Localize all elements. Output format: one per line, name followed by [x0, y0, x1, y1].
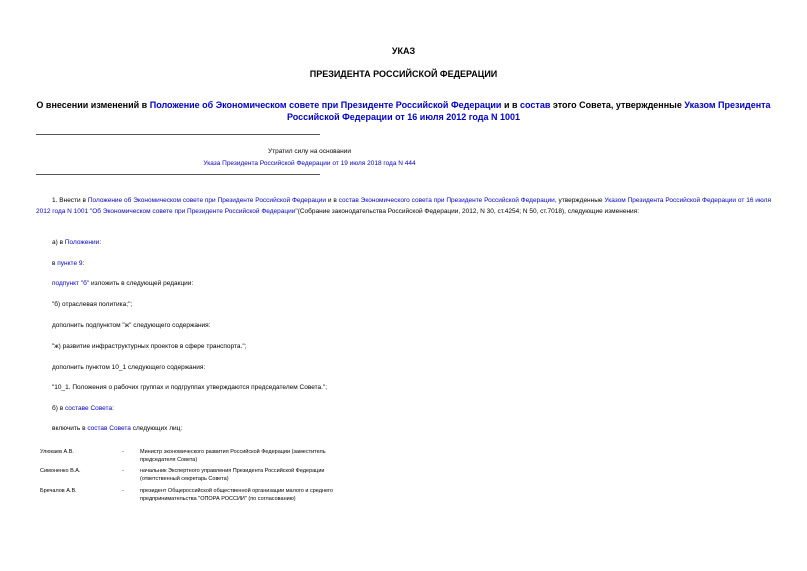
item-i — [52, 405, 114, 412]
item-b-link[interactable]: пункте 9 — [57, 260, 83, 267]
person-name: Бречалов А.В. — [40, 488, 77, 494]
para-text-4: (Собрание законодательства Российской Федерации, 2012, N 30, ст.4254; N 50, ст.7018), следующие изменения: — [297, 207, 639, 215]
status-link[interactable]: Указа Президента Российской Федерации от 19 июля 2018 года N 444 — [203, 160, 416, 167]
title-text-3: этого Совета, утвержденные — [550, 100, 685, 110]
item-h: "10_1. Положения о рабочих группах и подгруппах утверждаются председателем Совета."; — [52, 384, 328, 391]
person-name: Улюкаев А.В. — [40, 449, 74, 455]
person-dash: - — [122, 449, 124, 455]
paragraph-1 — [36, 196, 771, 217]
separator-bottom — [36, 174, 320, 175]
item-b — [52, 260, 84, 267]
person-role: Министр экономического развития Российской Федерации (заместитель председателя Совета) — [140, 449, 326, 463]
item-e: дополнить подпунктом "ж" следующего содержания: — [52, 322, 211, 329]
item-j — [52, 425, 182, 432]
item-b-suffix: : — [82, 260, 85, 267]
para-link-composition[interactable]: состав Экономического совета при Президенте Российской Федерации — [338, 197, 555, 204]
para-text-3: , утвержденные — [554, 197, 605, 204]
item-c-link[interactable]: подпункт "б" — [52, 280, 90, 287]
title-text-1: О внесении изменений в — [36, 100, 150, 110]
decree-issuer: ПРЕЗИДЕНТА РОССИЙСКОЙ ФЕДЕРАЦИИ — [309, 69, 498, 79]
item-a-prefix: а) в — [52, 239, 65, 246]
person-name: Симоненко В.А. — [40, 468, 81, 474]
title-link-decree[interactable]: Указом Президента Российской Федерации от 16 июля 2012 года N 1001 — [286, 100, 771, 122]
item-a-suffix: : — [99, 239, 102, 246]
item-j-prefix: включить в — [52, 425, 88, 432]
decree-heading: УКАЗ — [391, 46, 416, 56]
para-link-decree[interactable]: Указом Президента Российской Федерации от 16 июля 2012 года N 1001 "Об Экономическом совете при Президенте Российской Федерации" — [36, 197, 771, 215]
para-text-2: и в — [326, 197, 339, 204]
person-role: президент Общероссийской общественной организации малого и среднего предпринимательства "ОПОРА РОССИИ" (по согласованию) — [140, 488, 333, 502]
person-role: начальник Экспертного управления Президента Российской Федерации (ответственный секретарь Совета) — [140, 468, 325, 482]
title-link-composition[interactable]: состав — [520, 100, 551, 110]
item-f: "ж) развитие инфраструктурных проектов в сфере транспорта."; — [52, 343, 247, 350]
item-j-suffix: следующих лиц: — [130, 425, 183, 432]
item-a-link[interactable]: Положении — [64, 239, 100, 246]
person-dash: - — [122, 488, 124, 494]
document-title — [36, 99, 771, 123]
title-text-2: и в — [501, 100, 521, 110]
item-i-suffix: : — [112, 405, 114, 412]
person-dash: - — [122, 468, 124, 474]
separator-top — [36, 134, 320, 135]
item-j-link[interactable]: состав Совета — [87, 425, 131, 432]
item-c-suffix: изложить в следующей редакции: — [89, 280, 194, 287]
para-text-1: 1. Внести в — [52, 197, 88, 204]
item-c — [52, 280, 193, 287]
title-link-regulation[interactable]: Положение об Экономическом совете при Президенте Российской Федерации — [149, 100, 502, 110]
item-i-prefix: б) в — [52, 405, 65, 412]
status-label: Утратил силу на основании — [267, 148, 352, 155]
item-a — [52, 239, 101, 246]
item-d: "б) отраслевая политика;"; — [52, 301, 133, 308]
item-i-link[interactable]: составе Совета — [64, 405, 113, 412]
item-b-prefix: в — [52, 260, 58, 267]
item-g: дополнить пунктом 10_1 следующего содержания: — [52, 364, 206, 371]
para-link-regulation[interactable]: Положение об Экономическом совете при Президенте Российской Федерации — [87, 197, 326, 204]
